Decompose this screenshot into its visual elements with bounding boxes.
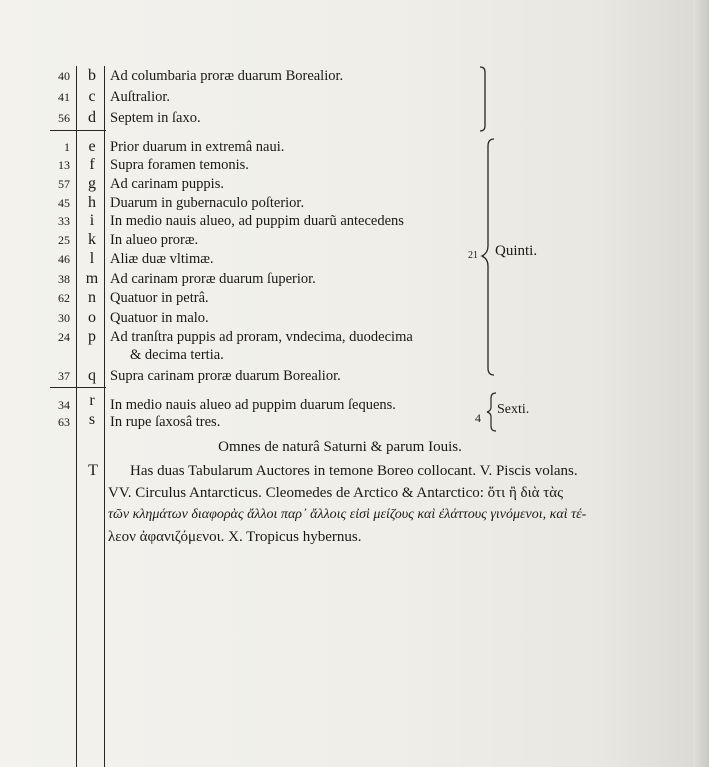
star-number: 63 [58,415,70,429]
star-letter: m [85,270,99,287]
star-description: Duarum in gubernaculo poſterior. [110,195,305,211]
sexti-label: Sexti. [497,402,530,417]
star-number: 33 [58,214,70,228]
star-letter: l [89,250,95,267]
star-letter: r [89,392,95,409]
star-description: Septem in ſaxo. [110,110,201,126]
star-number: 62 [58,291,70,305]
row-rule-1 [50,130,106,131]
star-number: 30 [58,311,70,325]
star-letter: s [88,411,96,428]
star-description: In rupe ſaxosâ tres. [110,414,221,430]
note-paragraph [108,460,668,548]
brace-sexti-group [484,392,498,432]
star-number: 37 [58,369,70,383]
star-description: Supra carinam proræ duarum Borealior. [110,368,341,384]
star-number: 13 [58,158,70,172]
star-description: Prior duarum in extremâ naui. [110,139,285,155]
note-line-4: λεον ἀφανιζόμενοι. X. Tropicus hybernus. [108,529,362,545]
star-number: 38 [58,272,70,286]
sexti-count: 4 [475,411,481,425]
quinti-label: Quinti. [495,243,538,259]
star-letter: h [88,194,96,211]
column-rule-numbers [76,66,77,767]
star-description: Ad columbaria proræ duarum Borealior. [110,68,344,84]
star-description: In medio nauis alueo ad puppim duarum ſequens. [110,397,396,413]
note-letter: T [88,462,98,479]
star-description: Ad tranſtra puppis ad proram, vndecima, duodecima [110,329,413,345]
star-description: In alueo proræ. [110,232,199,248]
star-number: 34 [58,398,70,412]
star-number: 46 [58,252,70,266]
star-letter: n [88,289,96,306]
note-line-1: Has duas Tabularum Auctores in temone Boreo collocant. V. Piscis volans. [130,463,578,479]
star-description: Ad carinam proræ duarum ſuperior. [110,271,316,287]
page-edge [693,0,709,767]
star-number: 1 [64,140,70,154]
star-description: Supra foramen temonis. [110,157,249,173]
star-letter: k [88,231,96,248]
star-number: 56 [58,111,70,125]
star-letter: q [88,367,96,384]
quinti-count: 21 [468,250,478,261]
star-number: 41 [58,90,70,104]
star-number: 25 [58,233,70,247]
nature-line: Omnes de naturâ Saturni & parum Iouis. [218,439,462,455]
star-number: 24 [58,330,70,344]
star-description: Auſtralior. [110,89,171,105]
note-line-3: τῶν κλημάτων διαφορὰς ἄλλοι παρ᾽ ἄλλοις εἰσὶ μείζους καὶ ἐλάττους γινόμενοι, καὶ τέ- [108,507,587,522]
star-letter: d [88,109,96,126]
row-rule-2 [50,387,106,388]
star-description: In medio nauis alueo, ad puppim duarũ antecedens [110,213,404,229]
column-rule-letters [104,66,105,767]
star-description: Ad carinam puppis. [110,176,224,192]
star-description: Quatuor in petrâ. [110,290,209,306]
star-description: Quatuor in malo. [110,310,209,326]
star-letter: o [88,309,96,326]
star-description: Aliæ duæ vltimæ. [110,251,214,267]
bracket-top-group [478,66,490,132]
note-line-2: VV. Circulus Antarcticus. Cleomedes de Arctico & Antarctico: ὅτι ἢ διὰ τὰς [108,485,564,501]
star-letter: p [88,328,96,345]
star-number: 57 [58,177,70,191]
star-letter: i [89,212,95,229]
star-letter: c [88,88,96,105]
star-letter: b [88,67,96,84]
star-letter: f [89,156,95,173]
star-letter: e [88,138,96,155]
star-number: 40 [58,69,70,83]
star-description-continued: & decima tertia. [130,347,224,363]
star-letter: g [88,175,96,192]
star-number: 45 [58,196,70,210]
